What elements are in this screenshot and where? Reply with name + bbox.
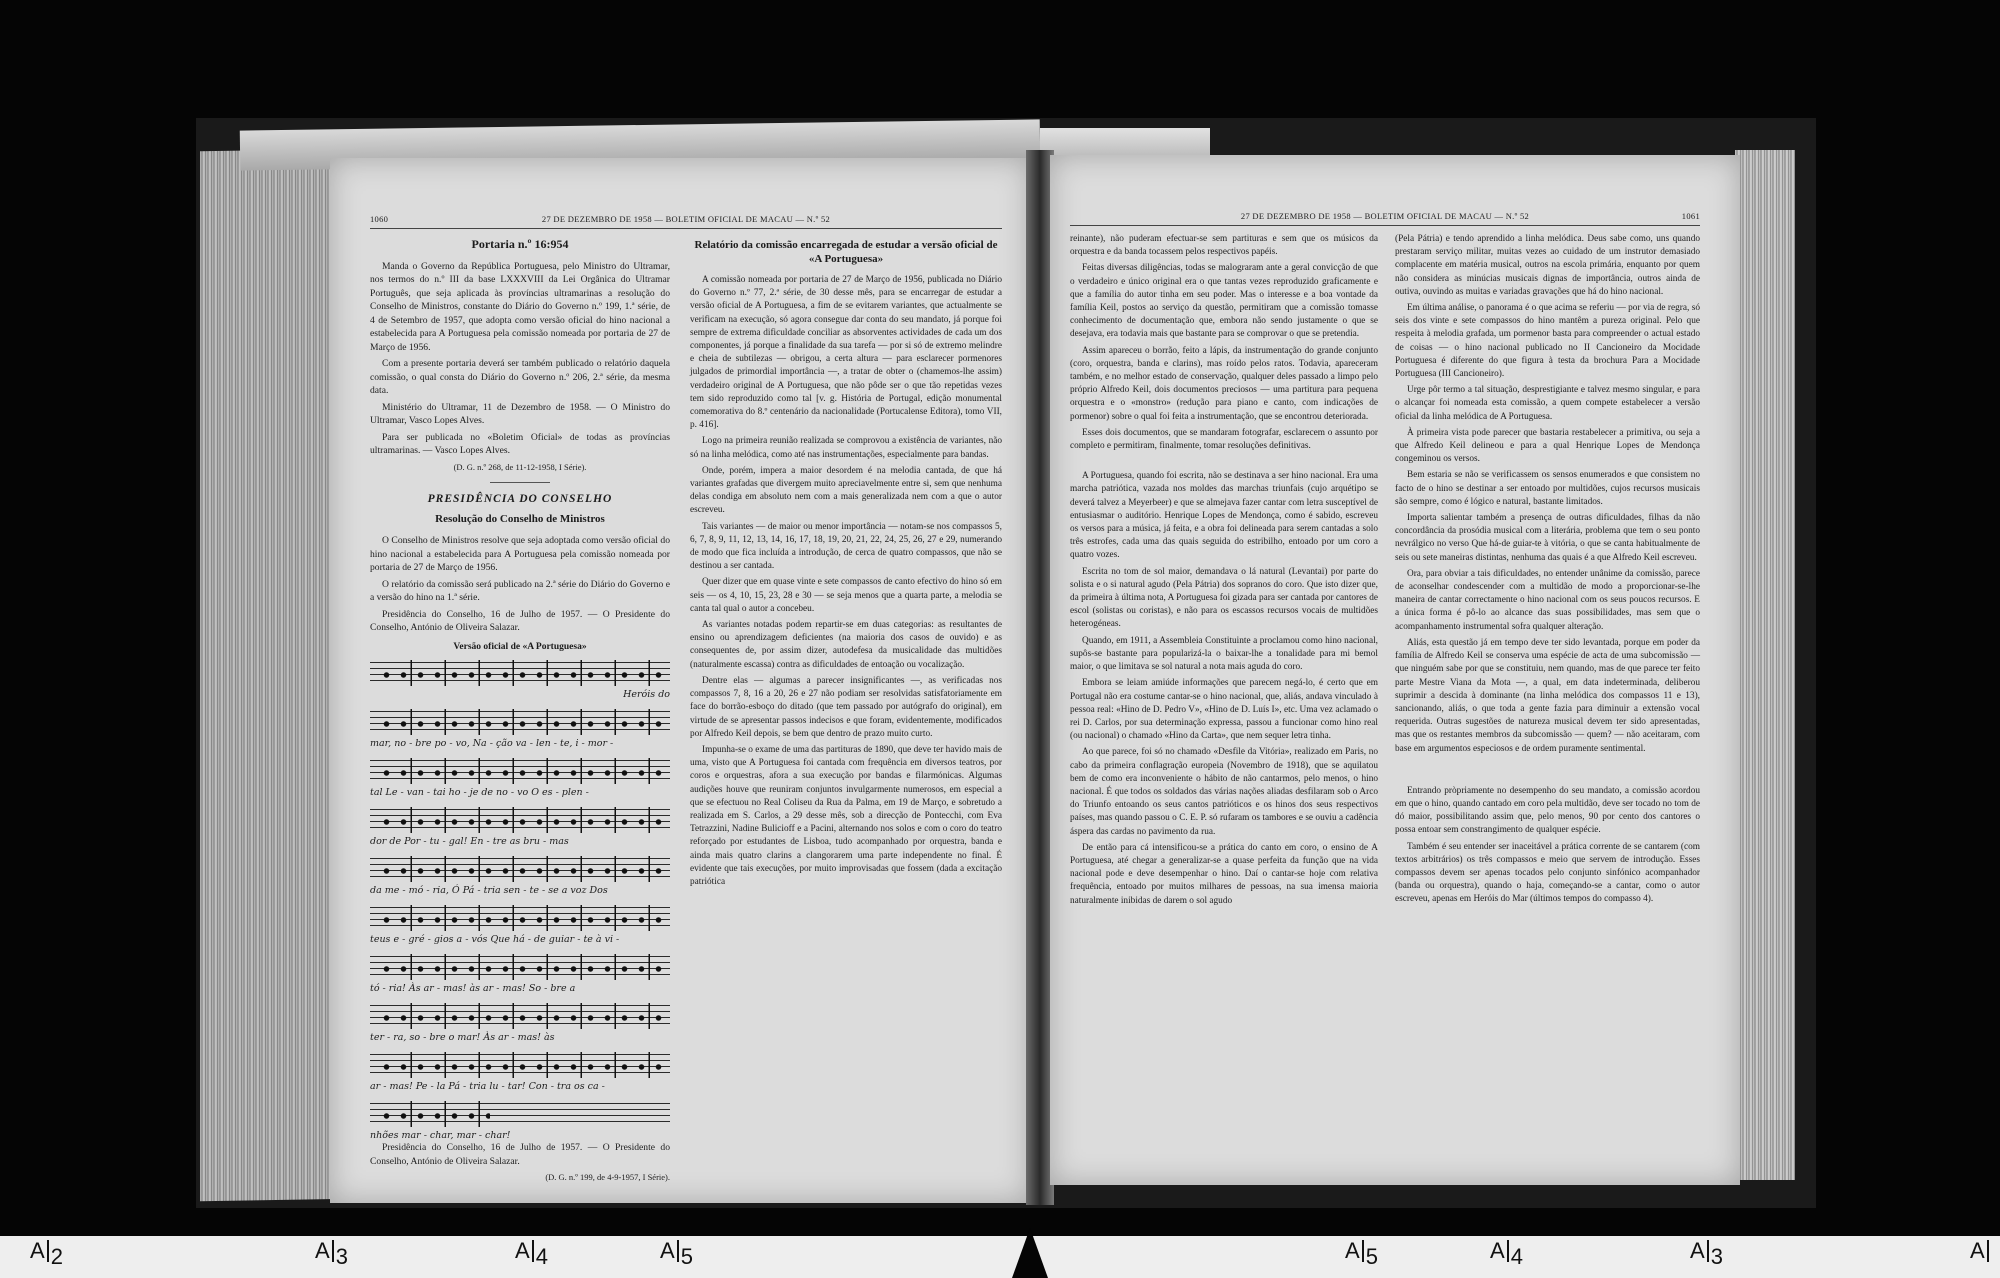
paragraph: Onde, porém, impera a maior desordem é na melodia cantada, de que há variantes grafadas que divergem muito apreciavelmente entre si, sem que nenhuma delas condiga em absoluto nem com a mais generalizada nem com a que o autor escreveu. — [690, 465, 1002, 516]
music-staff — [370, 1099, 670, 1141]
music-staff — [370, 952, 670, 996]
music-staff — [370, 903, 670, 947]
paragraph: Em última análise, o panorama é o que acima se referiu — por via de regra, só seis dos vinte e sete compassos do hino mantêm a pureza original. Pelo que respeita à melodia grafada, um pormenor basta para compreender o actual estado de coisas — o hino nacional publicado no II Cancioneiro da Mocidade Portuguesa é diferente do que figura à testa da brochura Para a Mocidade Portuguesa (III Cancioneiro). — [1395, 303, 1700, 380]
frame-mark: A — [1970, 1238, 1991, 1264]
paragraph: Manda o Governo da República Portuguesa, pelo Ministro do Ultramar, nos termos do n.º III da base LXXXVIII da Lei Orgânica do Ultramar Português, que seja aplicada às províncias ultramarinas a resolução do Conselho de Ministros, constante do Diário do Governo n.º 199, 1.ª série, de 4 de Setembro de 1957, que adopta como versão oficial do hino nacional a estabelecida para A Portuguesa pela comissão nomeada por portaria de 27 de Março de 1956. — [370, 260, 670, 353]
left-running-title: 27 DE DEZEMBRO DE 1958 — BOLETIM OFICIAL DE MACAU — N.º 52 — [541, 214, 831, 224]
frame-mark: A 5 — [660, 1238, 693, 1269]
paragraph: reinante), não puderam efectuar-se sem partituras e sem que os músicos da orquestra e da banda tocassem pelos respectivos papéis. — [1070, 234, 1378, 258]
staff-lyric: nhões mar - char, mar - char! — [370, 1130, 511, 1141]
resolution-heading: Resolução do Conselho de Ministros — [435, 512, 605, 525]
paragraph: As variantes notadas podem repartir-se em duas categorias: as resultantes de ensino ou aprendizagem deficientes (na maioria dos casos de ouvido) e as consequentes de, por assim dizer, autodefesa da musicalidade das multidões (naturalmente escassa) contra as dificuldades de entoação ou vocalização. — [690, 620, 1002, 670]
right-running-title: 27 DE DEZEMBRO DE 1958 — BOLETIM OFICIAL DE MACAU — N.º 52 — [1240, 211, 1530, 221]
frame-mark: A 4 — [515, 1238, 548, 1269]
music-staff — [370, 707, 670, 751]
paragraph: Entrando pròpriamente no desempenho do seu mandato, a comissão acordou em que o hino, quando cantado em coro pela multidão, deve ser tocado no tom de dó maior, possibilitando assim que, pelo menos, 90 por cento dos cantores o possa entoar sem constrangimento de qualquer espécie. — [1395, 785, 1700, 836]
left-page-number: 1060 — [370, 214, 389, 224]
portaria-heading: Portaria n.º 16:954 — [471, 237, 569, 251]
paragraph: Ao que parece, foi só no chamado «Desfile da Vitória», realizado em Paris, no cabo da primeira conflagração europeia (Novembro de 1918), que se aquilatou bem de como era inconveniente o hábito de não cantarmos, pelo menos, o hino nacional. É que todos os soldados das várias nações aliadas desfilaram sob o Arco do Triunfo entoando os seus cantos patrióticos e os hinos dos seus respectivos países, mas quando passou o C. E. P. só rufaram os tambores e se ouviu a cadência áspera das cardas no pavimento da rua. — [1070, 747, 1378, 837]
paragraph: Esses dois documentos, que se mandaram fotografar, esclarecem o assunto por completo e permitiram, finalmente, tomar resoluções definitivas. — [1070, 427, 1378, 452]
paragraph: Assim apareceu o borrão, feito a lápis, da instrumentação do grande conjunto (coro, orquestra, banda e clarins), mas roído pelos ratos. Todavia, apareceram também, e no melhor estado de conservação, qualquer deles passado a limpo pelo próprio Alfredo Keil, dois documentos preciosos — uma partitura para pequena orquestra e o «monstro» (redução para piano e canto, com indicações de pormenor) sobre o qual foi feita a instrumentação, que se encontrou deteriorada. — [1070, 345, 1378, 422]
left-page — [330, 158, 1030, 1203]
staff-lyric: Heróis do — [623, 689, 670, 700]
paragraph: À primeira vista pode parecer que bastaria restabelecer a primitiva, ou seja a que Alfredo Keil delineou e para a qual Henrique Lopes de Mendonça congeminou os versos. — [1395, 427, 1700, 465]
paragraph: Urge pôr termo a tal situação, desprestigiante e talvez mesmo singular, e para o alcançar foi nomeada esta comissão, a quem compete estabelecer a versão oficial da linha melódica de A Portuguesa. — [1395, 385, 1700, 422]
paragraph: Tais variantes — de maior ou menor importância — notam-se nos compassos 5, 6, 7, 8, 9, 11, 12, 13, 14, 16, 17, 18, 19, 20, 21, 22, 24, 25, 26, 27 e 29, numerando de modo que fica incluída a introdução, de cerca de quatro compassos, que não se destinou a ser cantada. — [690, 521, 1002, 572]
paragraph: Para ser publicada no «Boletim Oficial» de todas as províncias ultramarinas. — Vasco Lopes Alves. — [370, 431, 670, 456]
paragraph: Com a presente portaria deverá ser também publicado o relatório daquela comissão, o qual consta do Diário do Governo n.º 206, 2.ª série, da mesma data. — [370, 358, 670, 396]
frame-mark: A 3 — [1690, 1238, 1723, 1269]
right-page-edges — [1735, 150, 1795, 1180]
music-staff — [370, 854, 670, 898]
staff-lyric: tó - ria! Às ar - mas! às ar - mas! So - bre a — [370, 983, 576, 994]
paragraph: A Portuguesa, quando foi escrita, não se destinava a ser hino nacional. Era uma marcha patriótica, vazada nos moldes das marchas triunfais (cujo arquétipo se deverá talvez a Meyerbeer) e que se almejava fazer cantar com letra susceptível de entusiasmar o auditório. Henrique Lopes de Mendonça, como é sabido, escreveu os versos para a música, já feita, e a obra foi delineada para serem cantadas a solo três estrofes, cada uma das quais seguida do estribilho, entoado por um coro a quatro vozes. — [1070, 471, 1378, 561]
staff-lyric: tal Le - van - tai ho - je de no - vo O es - plen - — [370, 787, 589, 798]
paragraph: Escrita no tom de sol maior, demandava o lá natural (Levantai) por parte do solista e o si natural agudo (Pela Pátria) dos sopranos do coro. Que isto dizer que, da primeira à última nota, A Portuguesa foi gizada para ser cantada por cantores de escol (solistas ou coristas), e não para os escassos recursos vocais de multidões heterogéneas. — [1070, 566, 1378, 630]
staff-lyric: dor de Por - tu - gal! En - tre as bru - mas — [370, 836, 569, 847]
left-page-edges — [200, 149, 350, 1202]
music-staff — [370, 658, 670, 702]
paragraph: Presidência do Conselho, 16 de Julho de 1957. — O Presidente do Conselho, António de Oliveira Salazar. — [370, 608, 670, 633]
paragraph: Importa salientar também a presença de outras dificuldades, filhas da não concordância da prosódia musical com a literária, problema que tem o seu ponto nevrálgico no verso Que há-de guiar-te à vitória, o que se canta habitualmente de seis ou sete maneiras distintas, nenhuma das quais é a que Alfredo Keil escreveu. — [1395, 513, 1700, 563]
right-running-head — [1070, 209, 1700, 226]
paragraph: Quer dizer que em quase vinte e sete compassos de canto efectivo do hino só em seis — os 4, 10, 15, 23, 28 e 30 — se seja menos que a quarta parte, a melodia se canta tal qual o autor a concebeu. — [690, 577, 1002, 614]
right-page — [1050, 155, 1740, 1185]
paragraph: Quando, em 1911, a Assembleia Constituinte a proclamou como hino nacional, supôs-se bastante para popularizá-la o baixar-lhe a tonalidade para mi bemol maior, o que limitava se sol natural a nota mais aguda do coro. — [1070, 635, 1378, 673]
frame-mark: A 4 — [1490, 1238, 1523, 1269]
section-heading: PRESIDÊNCIA DO CONSELHO — [427, 493, 613, 505]
music-title: Versão oficial de «A Portuguesa» — [453, 641, 587, 652]
staff-lyric: ter - ra, so - bre o mar! Às ar - mas! às — [370, 1032, 555, 1043]
paragraph: Aliás, esta questão já em tempo deve ter sido levantada, porque em poder da família de Alfredo Keil se conserva uma espécie de acta de uma subcomissão — que ninguém sabe por que se constituiu, nem quando, mas de que parece ter feito parte Mestre Viana da Mota —, a qual, em data indeterminada, deliberou suprimir a descida à dominante (na linha melódica dos compassos 11 e 13), sancionando, aliás, o que toda a gente fazia para diminuir a extensão vocal requerida. Outras sugestões de natureza musical devem ter sido apresentadas, mas que os restantes membros da subcomissão — quem? — não aceitaram, com base em argumentos especiosos e de ordem puramente sentimental. — [1395, 637, 1700, 754]
staff-lyric: mar, no - bre po - vo, Na - ção va - len - te, i - mor - — [370, 738, 614, 749]
frame-mark: A 5 — [1345, 1238, 1378, 1269]
paragraph: O Conselho de Ministros resolve que seja adoptada como versão oficial do hino nacional a estabelecida para A Portuguesa pela comissão nomeada por portaria de 27 de Março de 1956. — [370, 535, 670, 573]
paragraph: De então para cá intensificou-se a prática do canto em coro, o ensino de A Portuguesa, até chegar a generalizar-se a quase perfeita da função que na vida nacional pode e deve desempenhar o hino. Daí o cantar-se hoje com relativa frequência, entoado por muitos milhares de pessoas, na sua imensa maioria naturalmente inibidas de darem o sol agudo — [1070, 842, 1378, 906]
report-heading: Relatório da comissão encarregada de estudar a versão oficial de «A Portuguesa» — [694, 239, 998, 265]
paragraph: A comissão nomeada por portaria de 27 de Março de 1956, publicada no Diário do Governo n.º 77, 2.ª série, de 30 desse mês, para se encarregar de estudar a versão oficial de A Portuguesa, a fim de se evitarem variantes, que actualmente se verificam na execução, só agora consegue dar conta do seu mandato, já porque foi sempre de extrema dificuldade conciliar as absorventes actividades de cada um dos componentes, já porque a finalidade da sua tarefa — por si só de extremo melindre e cheia de subtilezas — obrigou, a certa altura — para esclarecer pormenores julgados de primordial importância —, a tratar de obter o (chamemos-lhe assim) verdadeiro original de A Portuguesa, que não pôde ser o que tão repetidas vezes tem sido reproduzido como tal [v. g. História de Portugal, edição monumental comemorativa do 8.º centenário da nacionalidade (Portucalense Editora), tomo VII, p. 416]. — [690, 275, 1002, 431]
right-column-1 — [1070, 233, 1378, 911]
reference: (D. G. n.º 268, de 11-12-1958, I Série). — [453, 461, 587, 472]
paragraph: Ora, para obviar a tais dificuldades, no entender unânime da comissão, parece de aconselhar condescender com a multidão de modo a proporcionar-se-lhe maneira de cantar correctamente o hino nacional com os seus poucos recursos. E a única forma é pô-lo ao alcance das suas possibilidades, mas sem que o acompanhamento instrumental sofra qualquer alteração. — [1395, 568, 1700, 632]
left-running-head — [370, 212, 1002, 229]
left-column-2 — [690, 236, 1002, 892]
frame-mark: A 3 — [315, 1238, 348, 1269]
music-staff — [370, 805, 670, 849]
paragraph: Logo na primeira reunião realizada se comprovou a existência de variantes, não só na linha melódica, como até nas instrumentações, especialmente para bandas. — [690, 436, 1002, 460]
paragraph: Ministério do Ultramar, 11 de Dezembro de 1958. — O Ministro do Ultramar, Vasco Lopes Alves. — [370, 401, 670, 426]
paragraph: Dentre elas — algumas a parecer insignificantes —, as verificadas nos compassos 7, 8, 16 a 20, 26 e 27 não podiam ser resolvidas satisfatoriamente em face do borrão-esboço do ditado (que tem passado por autógrafo do original), em virtude de se apresentar passos indecisos e que foram, evidentemente, modificados por Alfredo Keil depois, se bem que dentro de prazo muito curto. — [690, 675, 1002, 739]
staff-lyric: teus e - gré - gios a - vós Que há - de guiar - te à vi - — [370, 934, 620, 945]
right-column-2 — [1395, 233, 1700, 910]
music-staff — [370, 1001, 670, 1045]
reference: (D. G. n.º 199, de 4-9-1957, I Série). — [545, 1172, 670, 1182]
left-column-1 — [370, 236, 670, 1191]
paragraph: O relatório da comissão será publicado na 2.ª série do Diário do Governo e a versão do hino na 1.ª série. — [370, 578, 670, 603]
music-score — [370, 658, 670, 1141]
paragraph: Bem estaria se não se verificassem os sensos enumerados e que consistem no facto de o hino se destinar a ser entoado por multidões, cujos recursos musicais são sempre, como é lógico e natural, bastante limitados. — [1395, 470, 1700, 507]
staff-lyric: ar - mas! Pe - la Pá - tria lu - tar! Con - tra os ca - — [370, 1081, 605, 1092]
paragraph: Presidência do Conselho, 16 de Julho de 1957. — O Presidente do Conselho, António de Oliveira Salazar. — [370, 1142, 670, 1167]
frame-mark: A 2 — [30, 1238, 63, 1269]
paragraph: Feitas diversas diligências, todas se malograram ante a geral convicção de que o verdadeiro e único original era o que tantas vezes reproduzido graficamente e que a família do autor tinha em seu poder. Mas o interesse e a boa vontade da família Keil, postos ao serviço da questão, permitiram que a comissão tomasse conhecimento de documentação que, embora não sendo justamente o que se desejava, era todavia mais que bastante para se comprovar o que se pretendia. — [1070, 263, 1378, 340]
paragraph: Também é seu entender ser inaceitável a prática corrente de se cantarem (com textos arbitrários) os três compassos e meio que servem de introdução. Esses compassos devem ser apenas tocados pelo conjunto sinfónico acompanhador (banda ou orquestra), quando o haja, começando-se a cantar, como o autor escreveu, apenas em Heróis do Mar (últimos tempos do compasso 4). — [1395, 841, 1700, 905]
divider — [490, 482, 550, 483]
paragraph: Embora se leiam amiúde informações que parecem negá-lo, é certo que em Portugal não era costume cantar-se o hino nacional, que, aliás, andava vinculado à pessoa real: «Hino de D. Pedro V», «Hino de D. Luís I», etc. Uma vez aclamado o rei D. Carlos, por sua determinação expressa, passou a funcionar como hino real (ou nacional) o chamado «Hino da Carta», que nem sequer letra tinha. — [1070, 678, 1378, 742]
music-staff — [370, 1050, 670, 1094]
right-page-number: 1061 — [1681, 211, 1700, 221]
music-staff — [370, 756, 670, 800]
paragraph: Impunha-se o exame de uma das partituras de 1890, que deve ter havido mais de uma, visto que A Portuguesa foi cantada com frequência em diversos teatros, por coros e orquestras, afora a sua execução por bandas e filarmónicas. Algumas audições houve que reuniram conjuntos invulgarmente numerosos, em especial a que se efectuou no Real Coliseu da Rua da Palma, em 19 de Março, e sobretudo a realizada em S. Carlos, a 29 desse mês, sob a direcção de Pontecchi, com Eva Tetrazzini, Nadine Bulicioff e a Pacini, alternando nos solos e com o coro do teatro reforçado por estudantes de Lisboa, tudo acompanhado por orquestra, banda e ainda mais quatro clarins a clangorarem uma parte independente no final. É evidente que tais execuções, por muito improvisadas que fossem (dada a excitação patriótica — [690, 744, 1002, 887]
staff-lyric: da me - mó - ria, Ó Pá - tria sen - te - se a voz Dos — [370, 885, 608, 896]
paragraph: (Pela Pátria) e tendo aprendido a linha melódica. Deus sabe como, uns quando prestaram serviço militar, muitas vezes ao cuidado de um instrutor demasiado complacente em matéria musical, outros na escola primária, enquanto por quem não considera as minúcias musicais dignas de importância, outros ainda de outiva, ouvindo as muitas e variadas gravações que há do hino nacional. — [1395, 234, 1700, 297]
film-notch — [1012, 1228, 1048, 1278]
